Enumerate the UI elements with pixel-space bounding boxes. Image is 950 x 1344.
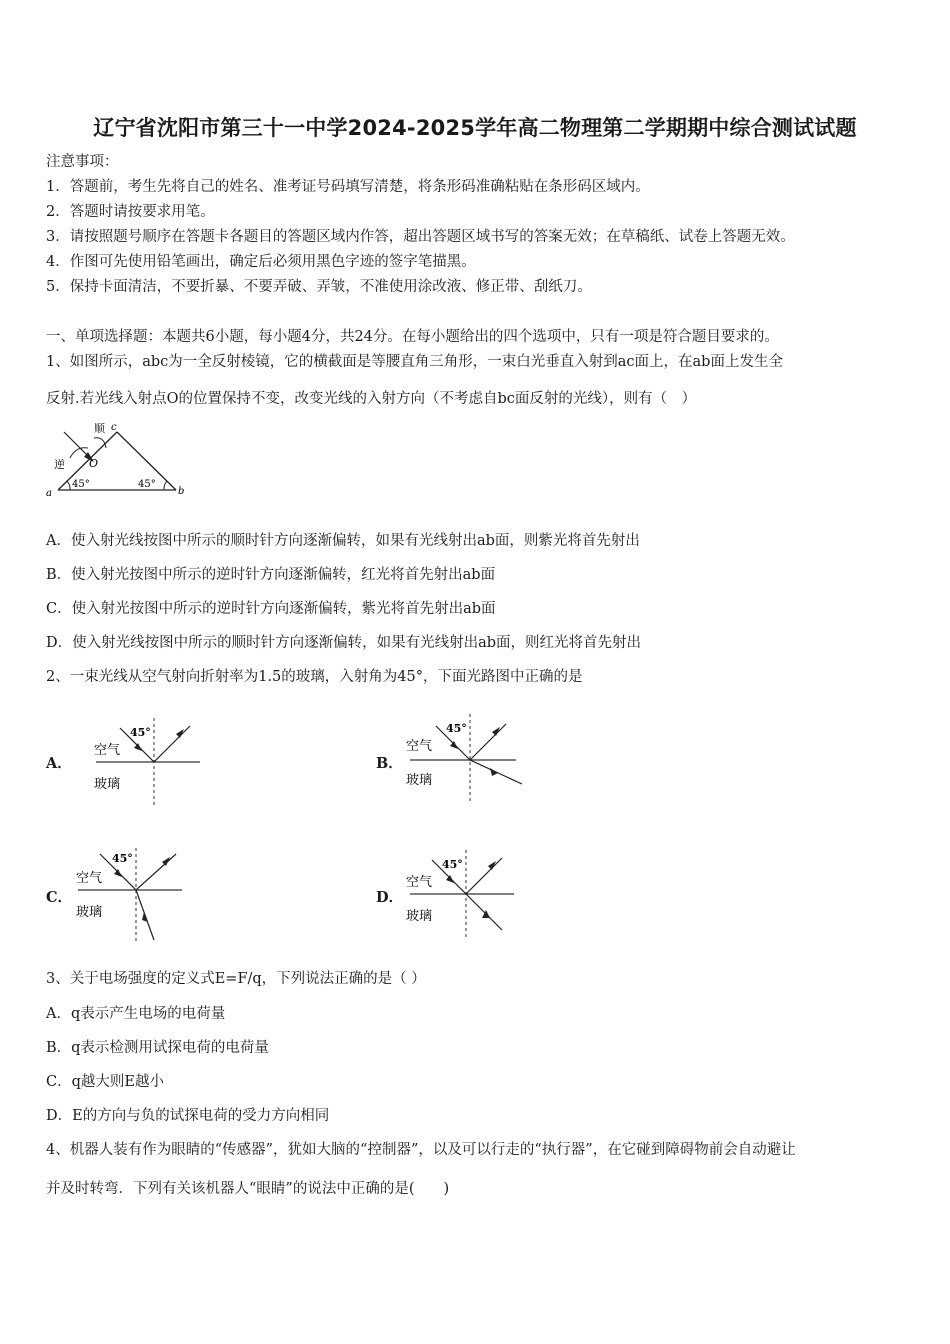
q2-diagram-c: [72, 846, 192, 944]
q1-label-ni: 逆: [54, 458, 65, 471]
q4-stem-line2: 并及时转弯．下列有关该机器人“眼睛”的说法中正确的是( ): [46, 1181, 450, 1197]
q1-label-O: O: [89, 457, 99, 470]
q2a-glass: 玻璃: [94, 777, 121, 792]
q1-option-d: D．使入射光线按图中所示的顺时针方向逐渐偏转，如果有光线射出ab面，则红光将首先射出: [46, 635, 642, 651]
q2b-air: 空气: [406, 739, 433, 754]
notice-item-3: 3．请按照题号顺序在答题卡各题目的答题区域内作答，超出答题区域书写的答案无效；在草稿纸、试卷上答题无效。: [46, 229, 795, 245]
page-title: 辽宁省沈阳市第三十一中学2024-2025学年高二物理第二学期期中综合测试试题: [93, 116, 857, 140]
q2-label-d: D．: [376, 889, 404, 906]
q1-option-c: C．使入射光按图中所示的逆时针方向逐渐偏转，紫光将首先射出ab面: [46, 601, 496, 617]
q2d-glass: 玻璃: [406, 909, 433, 924]
q3-option-a: A．q表示产生电场的电荷量: [46, 1006, 226, 1022]
q1-stem-line2: 反射.若光线入射点O的位置保持不变，改变光线的入射方向（不考虑自bc面反射的光线），则有（ ）: [46, 391, 697, 407]
q2-diagram-b: [400, 712, 530, 804]
q2b-angle: 45°: [446, 722, 467, 735]
q1-label-a: a: [46, 488, 52, 499]
q1-prism-figure: [44, 418, 194, 500]
q3-stem: 3、关于电场强度的定义式E=F/q，下列说法正确的是（ ）: [46, 971, 426, 987]
q2c-angle: 45°: [112, 852, 133, 865]
q1-label-shun: 顺: [94, 422, 105, 435]
q4-stem-line1: 4、机器人装有作为眼睛的“传感器”，犹如大脑的“控制器”，以及可以行走的“执行器”，在它碰到障碍物前会自动避让: [46, 1142, 796, 1158]
q2-diagram-a: [86, 716, 206, 808]
q1-angle-right: 45°: [138, 479, 156, 490]
q2a-air: 空气: [94, 743, 121, 758]
notice-item-2: 2．答题时请按要求用笔。: [46, 204, 215, 220]
q2-diagram-d: [404, 848, 524, 940]
q3-option-b: B．q表示检测用试探电荷的电荷量: [46, 1040, 269, 1056]
q2a-angle: 45°: [130, 726, 151, 739]
q2-label-a: A．: [46, 755, 72, 772]
q2d-angle: 45°: [442, 858, 463, 871]
q2-stem: 2、一束光线从空气射向折射率为1.5的玻璃，入射角为45°，下面光路图中正确的是: [46, 669, 583, 685]
section-heading: 一、单项选择题：本题共6小题，每小题4分，共24分。在每小题给出的四个选项中，只有一项是符合题目要求的。: [46, 329, 779, 345]
q2b-glass: 玻璃: [406, 773, 433, 788]
q1-stem-line1: 1、如图所示，abc为一全反射棱镜，它的横截面是等腰直角三角形，一束白光垂直入射到ac面上，在ab面上发生全: [46, 354, 783, 370]
q1-label-c: c: [111, 422, 117, 433]
q3-option-d: D．E的方向与负的试探电荷的受力方向相同: [46, 1108, 330, 1124]
q1-option-b: B．使入射光按图中所示的逆时针方向逐渐偏转，红光将首先射出ab面: [46, 567, 496, 583]
q2-label-c: C．: [46, 889, 73, 906]
q2c-air: 空气: [76, 871, 103, 886]
q2c-glass: 玻璃: [76, 905, 103, 920]
q1-option-a: A．使入射光线按图中所示的顺时针方向逐渐偏转，如果有光线射出ab面，则紫光将首先射出: [46, 533, 640, 549]
notice-heading: 注意事项：: [46, 154, 119, 170]
q2d-air: 空气: [406, 875, 433, 890]
notice-item-1: 1．答题前，考生先将自己的姓名、准考证号码填写清楚，将条形码准确粘贴在条形码区域内。: [46, 179, 650, 195]
q1-label-b: b: [178, 486, 185, 497]
q1-angle-left: 45°: [72, 479, 90, 490]
notice-item-4: 4．作图可先使用铅笔画出，确定后必须用黑色字迹的签字笔描黑。: [46, 254, 476, 270]
q3-option-c: C．q越大则E越小: [46, 1074, 164, 1090]
q2-label-b: B．: [376, 755, 403, 772]
notice-item-5: 5．保持卡面清洁，不要折暴、不要弄破、弄皱，不准使用涂改液、修正带、刮纸刀。: [46, 279, 592, 295]
